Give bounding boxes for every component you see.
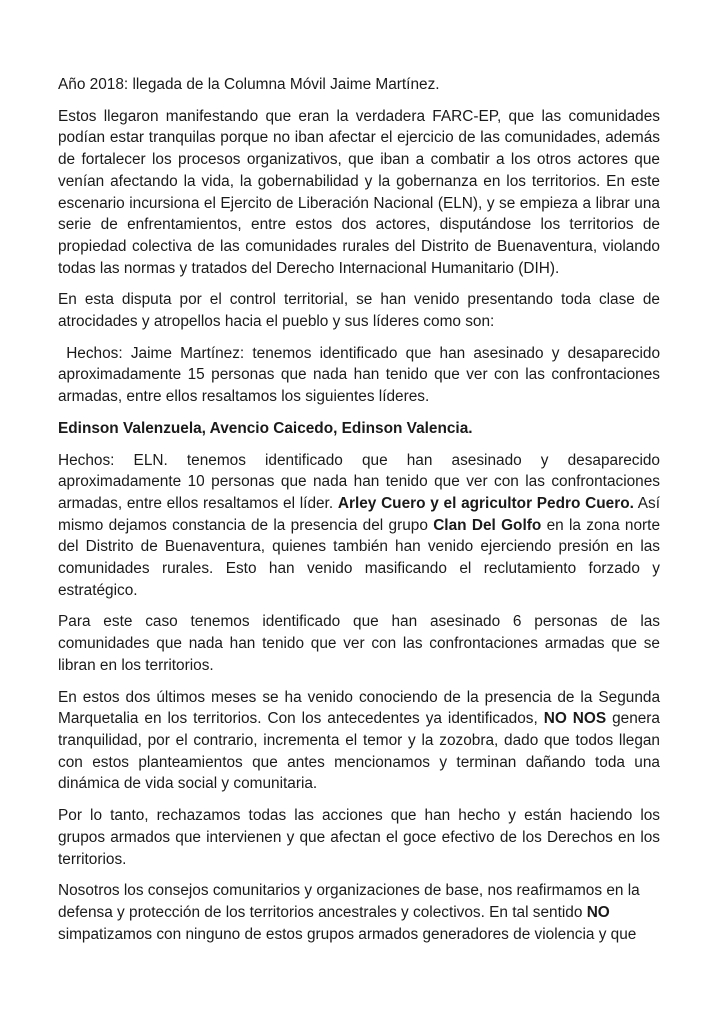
para-segunda-marquetalia-run-1: NO NOS (543, 710, 607, 728)
para-rechazo-acciones: Por lo tanto, rechazamos todas las acciones que han hecho y están haciendo los grupos armados que intervienen y que afectan el goce efectivo de los Derechos en los territorios. (58, 807, 665, 868)
para-hechos-eln (58, 450, 665, 602)
para-seis-personas: Para este caso tenemos identificado que han asesinado 6 personas de las comunidades que nada han tenido que ver con las confrontaciones armadas que se libran en los territorios. (58, 613, 665, 674)
para-hechos-eln-run-2: Así mismo dejamos constancia de la presencia del grupo (58, 494, 665, 534)
para-hechos-eln-run-3: Clan Del Golfo (433, 516, 542, 534)
para-lideres-nombres: Edinson Valenzuela, Avencio Caicedo, Edinson Valencia. (58, 419, 473, 437)
para-segunda-marquetalia-run-2: genera tranquilidad, por el contrario, incrementa el temor y la zozobra, dado que todos llegan con estos planteamientos que antes mencionamos y terminan dañando toda una dinámica de vida social y comunitaria. (58, 710, 665, 793)
para-disputa-control-territorial: En esta disputa por el control territorial, se han venido presentando toda clase de atrocidades y atropellos hacia el pueblo y sus líderes como son: (58, 291, 665, 331)
para-consejos-comunitarios (58, 880, 660, 945)
document-text-body (58, 74, 665, 945)
para-hechos-eln-run-0: Hechos: ELN. tenemos identificado que han asesinado y desaparecido aproximadamente 10 personas que nada han tenido que ver con las confrontaciones armadas, entre ellos resaltamos el líder. (58, 451, 665, 512)
para-segunda-marquetalia (58, 687, 665, 796)
para-llegada-farc-ep: Estos llegaron manifestando que eran la verdadera FARC-EP, que las comunidades podían estar tranquilas porque no iban afectar el ejercicio de las comunidades, además de fortalecer los procesos organizativos, que iban a combatir a los otros actores que venían afectando la vida, la gobernabilidad y la gobernanza en los territorios. En este escenario incursiona el Ejercito de Liberación Nacional (ELN), y se empieza a librar una serie de enfrentamientos, entre estos dos actores, disputándose los territorios de propiedad colectiva de las comunidades rurales del Distrito de Buenaventura, violando todas las normas y tratados del Derecho Internacional Humanitario (DIH). (58, 107, 665, 277)
para-consejos-comunitarios-run-1: NO (586, 903, 610, 921)
para-segunda-marquetalia-run-0: En estos dos últimos meses se ha venido conociendo de la presencia de la Segunda Marquetalia en los territorios. Con los antecedentes ya identificados, (58, 688, 665, 728)
para-hechos-eln-run-4: en la zona norte del Distrito de Buenaventura, quienes también han venido ejerciendo presión en las comunidades rurales. Esto han venido masificando el reclutamiento forzado y estratégico. (58, 516, 665, 599)
para-hechos-eln-run-1: Arley Cuero y el agricultor Pedro Cuero. (337, 494, 634, 512)
heading-ano-2018: Año 2018: llegada de la Columna Móvil Jaime Martínez. (58, 76, 440, 93)
para-hechos-jaime-martinez: Hechos: Jaime Martínez: tenemos identificado que han asesinado y desaparecido aproximadamente 15 personas que nada han tenido que ver con las confrontaciones armadas, entre ellos resaltamos los siguientes líderes. (58, 344, 665, 406)
para-consejos-comunitarios-run-0: Nosotros los consejos comunitarios y organizaciones de base, nos reafirmamos en la defensa y protección de los territorios ancestrales y colectivos. En tal sentido (58, 882, 644, 921)
para-consejos-comunitarios-run-2: simpatizamos con ninguno de estos grupos armados generadores de violencia y que (58, 903, 637, 943)
